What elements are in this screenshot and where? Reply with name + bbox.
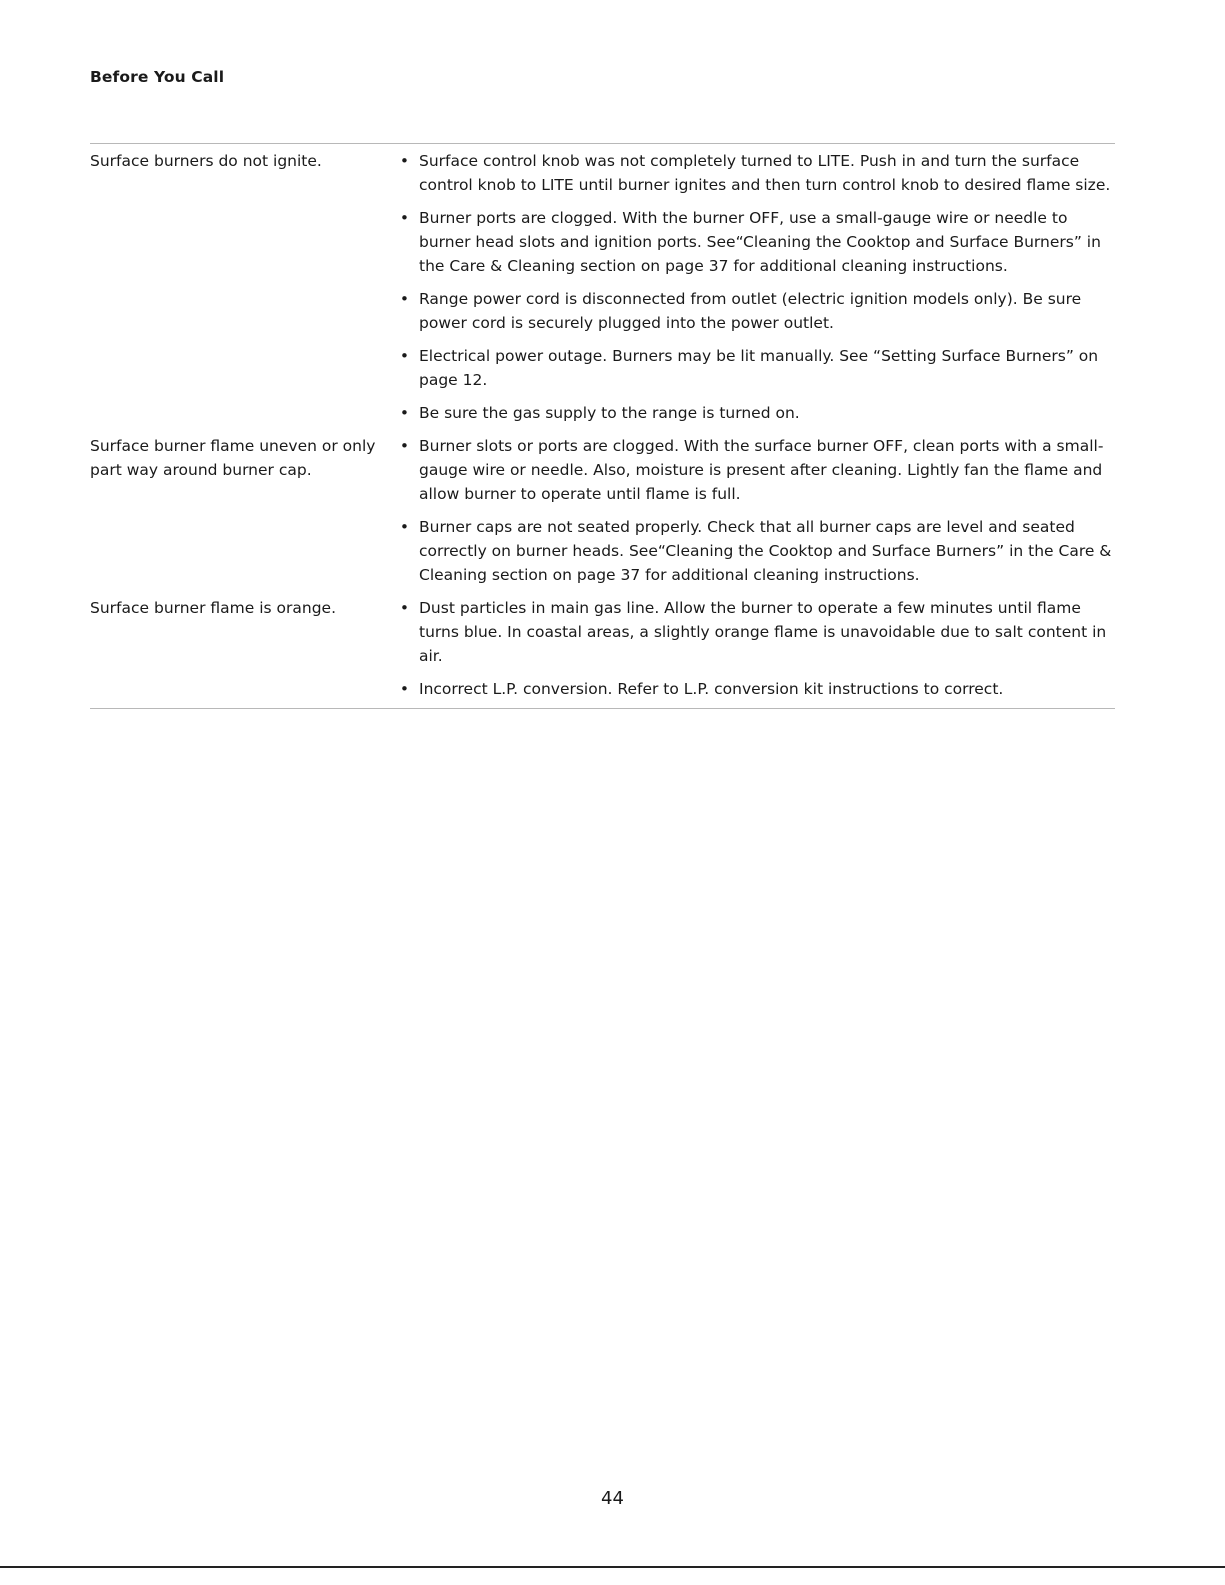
bullet-icon: •	[399, 437, 410, 455]
solution-text: Electrical power outage. Burners may be lit manually. See “Setting Surface Burners” on page 12.	[419, 347, 1099, 389]
page-title: Before You Call	[90, 68, 225, 86]
troubleshooting-table	[90, 143, 1115, 709]
list-item	[390, 344, 1115, 392]
bullet-icon: •	[399, 209, 410, 227]
solution-text: Burner caps are not seated properly. Check that all burner caps are level and seated correctly on burner heads. See“Cleaning the Cooktop and Surface Burners” in the Care & Cleaning section on page 37 for additional cleaning instructions.	[419, 518, 1112, 584]
bullet-icon: •	[399, 152, 410, 170]
solution-text: Be sure the gas supply to the range is turned on.	[419, 404, 800, 422]
solution-text: Burner slots or ports are clogged. With the surface burner OFF, clean ports with a small-gauge wire or needle. Also, moisture is present after cleaning. Lightly fan the flame and allow burner to operate until flame is full.	[419, 437, 1104, 503]
bullet-icon: •	[399, 404, 410, 422]
solution-list	[390, 434, 1115, 596]
list-item	[390, 515, 1115, 587]
list-item	[390, 206, 1115, 278]
solution-text: Burner ports are clogged. With the burner OFF, use a small-gauge wire or needle to burner head slots and ignition ports. See“Cleaning the Cooktop and Surface Burners” in the Care & Cleaning section on page 37 for additional cleaning instructions.	[419, 209, 1101, 275]
solution-text: Range power cord is disconnected from outlet (electric ignition models only). Be sure power cord is securely plugged into the power outlet.	[419, 290, 1082, 332]
solution-list	[390, 149, 1115, 434]
bottom-divider	[0, 1566, 1225, 1568]
bullet-icon: •	[399, 599, 410, 617]
problem-description: Surface burner flame uneven or only part way around burner cap.	[90, 437, 376, 479]
list-item	[390, 401, 1115, 425]
solution-text: Dust particles in main gas line. Allow the burner to operate a few minutes until flame turns blue. In coastal areas, a slightly orange flame is unavoidable due to salt content in air.	[419, 599, 1107, 665]
solution-text: Surface control knob was not completely turned to LITE. Push in and turn the surface control knob to LITE until burner ignites and then turn control knob to desired flame size.	[419, 152, 1111, 194]
solution-list	[390, 596, 1115, 701]
bullet-icon: •	[399, 518, 410, 536]
problem-description: Surface burners do not ignite.	[90, 152, 322, 170]
list-item	[390, 149, 1115, 197]
list-item	[390, 434, 1115, 506]
list-item	[390, 287, 1115, 335]
table-row	[90, 434, 1115, 596]
bullet-icon: •	[399, 680, 410, 698]
list-item	[390, 596, 1115, 668]
list-item	[390, 677, 1115, 701]
problem-description: Surface burner flame is orange.	[90, 599, 337, 617]
table-row	[90, 596, 1115, 701]
bullet-icon: •	[399, 290, 410, 308]
bullet-icon: •	[399, 347, 410, 365]
solution-text: Incorrect L.P. conversion. Refer to L.P. conversion kit instructions to correct.	[419, 680, 1004, 698]
page-number: 44	[601, 1488, 624, 1509]
table-row	[90, 149, 1115, 434]
